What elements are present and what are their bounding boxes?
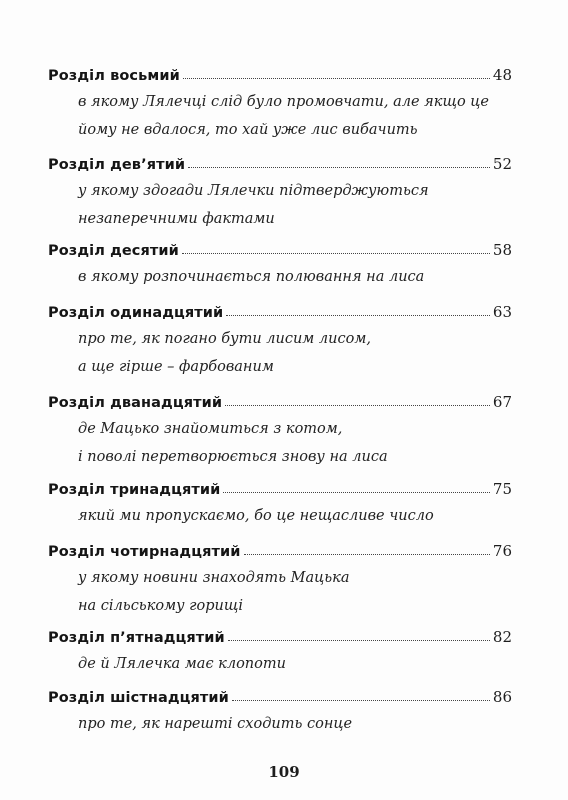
chapter-description-line: йому не вдалося, то хай уже лис вибачить bbox=[78, 122, 418, 138]
toc-entry bbox=[48, 303, 512, 381]
toc-entry bbox=[48, 393, 512, 471]
chapter-description-line: у якому новини знаходять Мацька bbox=[78, 570, 350, 586]
toc-entry bbox=[48, 241, 512, 291]
chapter-title: Розділ дванадцятий bbox=[48, 395, 223, 411]
chapter-title: Розділ п’ятнадцятий bbox=[48, 630, 225, 646]
toc-entry-heading bbox=[48, 241, 512, 263]
toc-entry bbox=[48, 155, 512, 233]
chapter-page-number: 48 bbox=[492, 66, 512, 84]
chapter-page-number: 75 bbox=[492, 480, 512, 498]
dot-leader bbox=[183, 77, 490, 79]
chapter-page-number: 63 bbox=[492, 303, 512, 321]
chapter-description-line: про те, як нарешті сходить сонце bbox=[78, 716, 353, 732]
dot-leader bbox=[232, 699, 490, 701]
dot-leader bbox=[225, 404, 490, 406]
toc-entry-heading bbox=[48, 155, 512, 177]
dot-leader bbox=[223, 491, 490, 493]
toc-entry bbox=[48, 480, 512, 530]
chapter-description-line: про те, як погано бути лисим лисом, bbox=[78, 331, 371, 347]
chapter-description-line: в якому розпочинається полювання на лиса bbox=[78, 269, 425, 285]
toc-entry-heading bbox=[48, 303, 512, 325]
dot-leader bbox=[182, 252, 490, 254]
toc-entry-heading bbox=[48, 688, 512, 710]
chapter-page-number: 86 bbox=[492, 688, 512, 706]
toc-entry bbox=[48, 628, 512, 678]
toc-entry-heading bbox=[48, 393, 512, 415]
chapter-page-number: 82 bbox=[492, 628, 512, 646]
chapter-description-line: в якому Лялечці слід було промовчати, але якщо це bbox=[78, 94, 489, 110]
chapter-title: Розділ чотирнадцятий bbox=[48, 544, 241, 560]
dot-leader bbox=[228, 639, 490, 641]
toc-entry bbox=[48, 688, 512, 738]
chapter-title: Розділ шістнадцятий bbox=[48, 690, 229, 706]
toc-entry bbox=[48, 66, 512, 144]
chapter-title: Розділ тринадцятий bbox=[48, 482, 221, 498]
toc-entry-heading bbox=[48, 66, 512, 88]
chapter-title: Розділ дев’ятий bbox=[48, 157, 186, 173]
chapter-page-number: 76 bbox=[492, 542, 512, 560]
chapter-page-number: 67 bbox=[492, 393, 512, 411]
chapter-description-line: у якому здогади Лялечки підтверджуються bbox=[78, 183, 429, 199]
chapter-page-number: 52 bbox=[492, 155, 512, 173]
toc-entry-heading bbox=[48, 628, 512, 650]
chapter-description-line: і поволі перетворюється знову на лиса bbox=[78, 449, 388, 465]
toc-entry-heading bbox=[48, 480, 512, 502]
chapter-title: Розділ восьмий bbox=[48, 68, 180, 84]
toc-entry-heading bbox=[48, 542, 512, 564]
page-footer-number: 109 bbox=[268, 763, 300, 781]
dot-leader bbox=[244, 553, 490, 555]
chapter-description-line: де й Лялечка має клопоти bbox=[78, 656, 286, 672]
chapter-page-number: 58 bbox=[492, 241, 512, 259]
chapter-title: Розділ десятий bbox=[48, 243, 179, 259]
chapter-description-line: на сільському горищі bbox=[78, 598, 243, 614]
chapter-description-line: незаперечними фактами bbox=[78, 211, 275, 227]
chapter-description-line: який ми пропускаємо, бо це нещасливе число bbox=[78, 508, 434, 524]
chapter-description-line: а ще гірше – фарбованим bbox=[78, 359, 274, 375]
dot-leader bbox=[188, 166, 490, 168]
toc-entry bbox=[48, 542, 512, 620]
dot-leader bbox=[226, 314, 490, 316]
chapter-description-line: де Мацько знайомиться з котом, bbox=[78, 421, 343, 437]
chapter-title: Розділ одинадцятий bbox=[48, 305, 224, 321]
